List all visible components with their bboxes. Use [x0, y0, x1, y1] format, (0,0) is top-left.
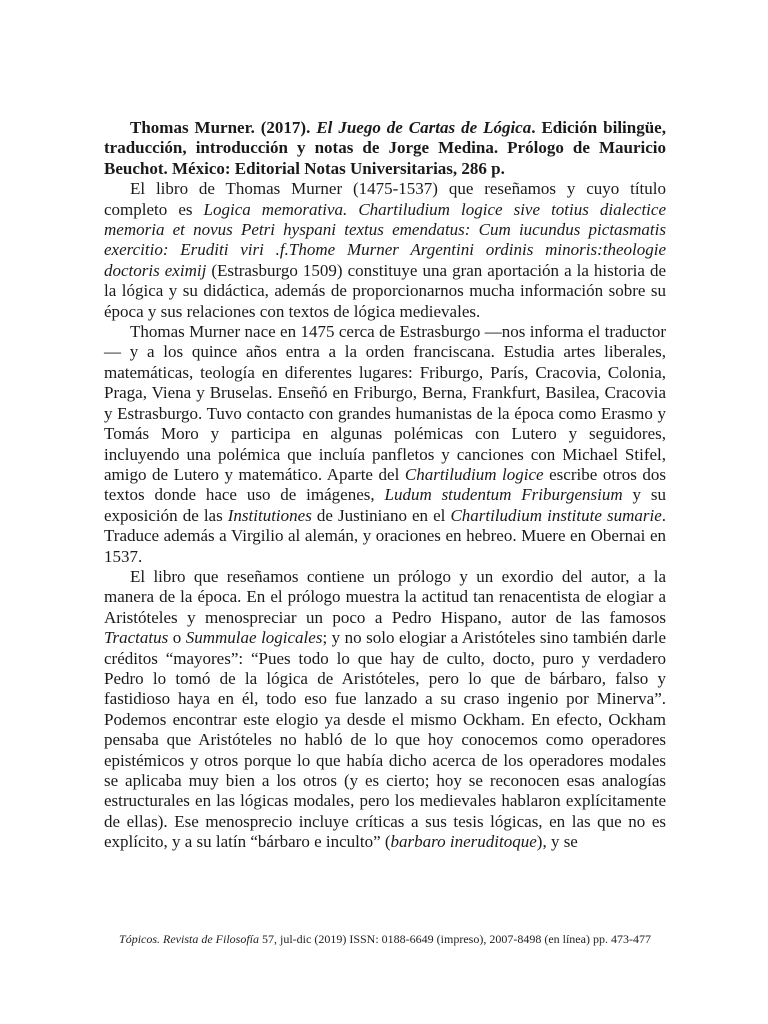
p1-text-b: (Estrasburgo 1509) constituye una gran aportación a la historia de la lógica y su didáctica, además de proporcionarnos mucha información sobre su época y sus relaciones con textos de lógica medievales. [104, 260, 666, 321]
review-body [104, 118, 666, 853]
p3-italic-2: Summulae logicales [185, 628, 323, 648]
p2-text-e: . Traduce además a Virgilio al alemán, y oraciones en hebreo. Muere en Obernai en 1537. [104, 505, 666, 566]
p1-latin-title: Logica memorativa. Chartiludium logice sive totius dialectice memoria et novus Petri hyspani textus emendatus: Cum iucundus pictasmatis exercitio: Eruditi viri .f.Thome Murner Argentini ordinis minoris:theologie doctoris eximij [104, 199, 666, 280]
review-heading [104, 118, 666, 179]
paragraph-3 [104, 567, 666, 853]
footer-journal-name: Tópicos. Revista de Filosofía [119, 932, 260, 946]
p1-text-a: El libro de Thomas Murner (1475-1537) que reseñamos y cuyo título completo es [104, 179, 666, 219]
p3-text-b: o [168, 628, 186, 648]
p2-text-d: de Justiniano en el [311, 505, 451, 525]
p2-text-b: escribe otros dos textos donde hace uso de imágenes, [104, 464, 666, 505]
paragraph-2 [104, 322, 666, 567]
p2-italic-2: Ludum studentum Friburgensium [384, 485, 623, 505]
paragraph-1 [104, 179, 666, 322]
p3-italic-3: barbaro ineruditoque [390, 832, 537, 852]
p3-text-d: ), y se [536, 832, 578, 852]
p2-text-c: y su exposición de las [104, 485, 666, 525]
footer-issue-info: 57, jul-dic (2019) ISSN: 0188-6649 (impreso), 2007-8498 (en línea) pp. 473-477 [259, 932, 651, 946]
p2-italic-1: Chartiludium logice [404, 464, 544, 484]
heading-book-title: El Juego de Cartas de Lógica [316, 118, 532, 137]
page-footer [104, 932, 666, 947]
p2-text-a: Thomas Murner nace en 1475 cerca de Estrasburgo —nos informa el traductor— y a los quince años entra a la orden franciscana. Estudia artes liberales, matemáticas, teología en diferentes lugares: Friburgo, París, Cracovia, Colonia, Praga, Viena y Bruselas. Enseñó en Friburgo, Berna, Frankfurt, Basilea, Cracovia y Estrasburgo. Tuvo contacto con grandes humanistas de la época como Erasmo y Tomás Moro y participa en algunas polémicas con Lutero y seguidores, incluyendo una polémica que incluía panfletos y canciones con Michael Stifel, amigo de Lutero y matemático. Aparte del [104, 322, 666, 484]
p3-text-c: ; y no solo elogiar a Aristóteles sino también darle créditos “mayores”: “Pues todo lo que hay de culto, docto, puro y verdadero Pedro lo tomó de la lógica de Aristóteles, pero lo que de bárbaro, falso y fastidioso haya en él, todo eso fue lanzado a su craso ingenio por Minerva”. Podemos encontrar este elogio ya desde el mismo Ockham. En efecto, Ockham pensaba que Aristóteles no habló de lo que hoy conocemos como operadores epistémicos y otros porque lo que había dicho acerca de los operadores modales se aplicaba muy bien a los otros (y es cierto; hoy se reconocen esas analogías estructurales en las lógicas modales, pero los medievales hablaron explícitamente de ellas). Ese menosprecio incluye críticas a sus tesis lógicas, en las que no es explícito, y a su latín “bárbaro e inculto” ( [104, 628, 667, 852]
p3-italic-1: Tractatus [104, 628, 169, 648]
heading-author-year: Thomas Murner. (2017). [130, 118, 317, 137]
p2-italic-3: Institutiones [227, 505, 312, 525]
heading-publication-details: . Edición bilingüe, traducción, introducción y notas de Jorge Medina. Prólogo de Mauricio Beuchot. México: Editorial Notas Universitarias, 286 p. [104, 118, 666, 178]
p2-italic-4: Chartiludium institute sumarie [450, 505, 662, 525]
p3-text-a: El libro que reseñamos contiene un prólogo y un exordio del autor, a la manera de la época. En el prólogo muestra la actitud tan renacentista de elogiar a Aristóteles y menospreciar un poco a Pedro Hispano, autor de las famosos [104, 566, 666, 627]
